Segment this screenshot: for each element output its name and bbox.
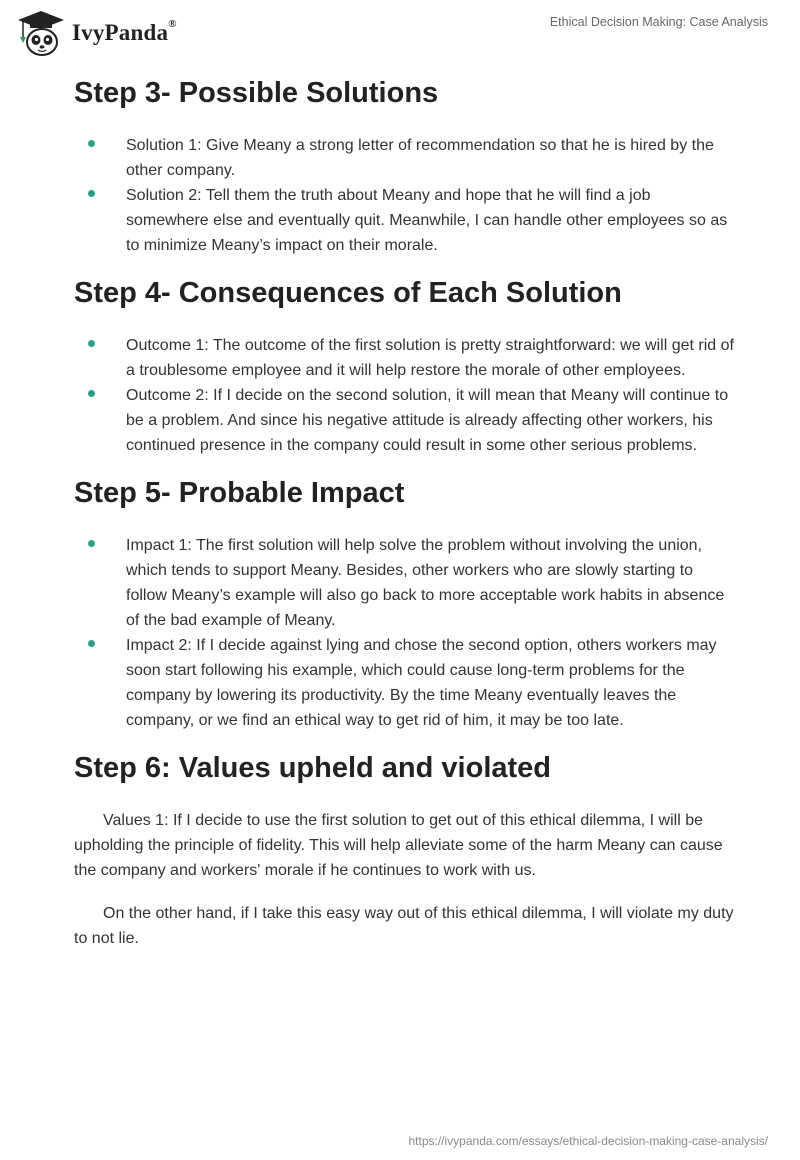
source-url-link[interactable]: https://ivypanda.com/essays/ethical-decision-making-case-analysis/: [408, 1134, 768, 1148]
page-header: [0, 0, 800, 70]
list-item: Outcome 1: The outcome of the first solution is pretty straightforward: we will get rid of a troublesome employee and it will help restore the morale of other employees.: [74, 333, 734, 383]
bullet-list-solutions: [74, 133, 734, 258]
essay-body: [74, 70, 734, 951]
bullet-icon: [88, 640, 95, 647]
bullet-icon: [88, 190, 95, 197]
logo-wordmark: IvyPanda®: [72, 18, 177, 45]
list-item: Solution 2: Tell them the truth about Meany and hope that he will find a job somewhere else and eventually quit. Meanwhile, I can handle other employees so as to minimize Meany’s impact on their morale.: [74, 183, 734, 258]
section-heading-step-3: Step 3- Possible Solutions: [74, 77, 439, 109]
panda-graduation-icon: [16, 9, 66, 57]
ivypanda-logo[interactable]: [16, 9, 177, 57]
paragraph-values-1: Values 1: If I decide to use the first solution to get out of this ethical dilemma, I will be upholding the principle of fidelity. This will help alleviate some of the harm Meany can cause the company and workers' morale if he continues to work with us.: [74, 812, 723, 879]
section-heading-step-5: Step 5- Probable Impact: [74, 477, 405, 509]
document-title: Ethical Decision Making: Case Analysis: [549, 15, 768, 29]
list-item: Outcome 2: If I decide on the second solution, it will mean that Meany will continue to be a problem. And since his negative attitude is already affecting other workers, his continued presence in the company could result in some other serious problems.: [74, 383, 734, 458]
bullet-list-impacts: [74, 533, 734, 733]
bullet-icon: [88, 340, 95, 347]
list-item: Impact 2: If I decide against lying and chose the second option, others workers may soon start following his example, which could cause long-term problems for the company by lowering its productivity. By the time Meany eventually leaves the company, or we find an ethical way to get rid of him, it may be too late.: [74, 633, 734, 733]
section-heading-step-6: Step 6: Values upheld and violated: [74, 752, 551, 784]
section-heading-step-4: Step 4- Consequences of Each Solution: [74, 277, 622, 309]
paragraph-other-hand: On the other hand, if I take this easy way out of this ethical dilemma, I will violate my duty to not lie.: [74, 905, 734, 947]
bullet-icon: [88, 140, 95, 147]
list-item: Impact 1: The first solution will help solve the problem without involving the union, which tends to support Meany. Besides, other workers who are slowly starting to follow Meany’s example will also go back to more acceptable work habits in absence of the bad example of Meany.: [74, 533, 734, 633]
bullet-icon: [88, 390, 95, 397]
list-item: Solution 1: Give Meany a strong letter of recommendation so that he is hired by the other company.: [74, 133, 734, 183]
bullet-icon: [88, 540, 95, 547]
bullet-list-outcomes: [74, 333, 734, 458]
